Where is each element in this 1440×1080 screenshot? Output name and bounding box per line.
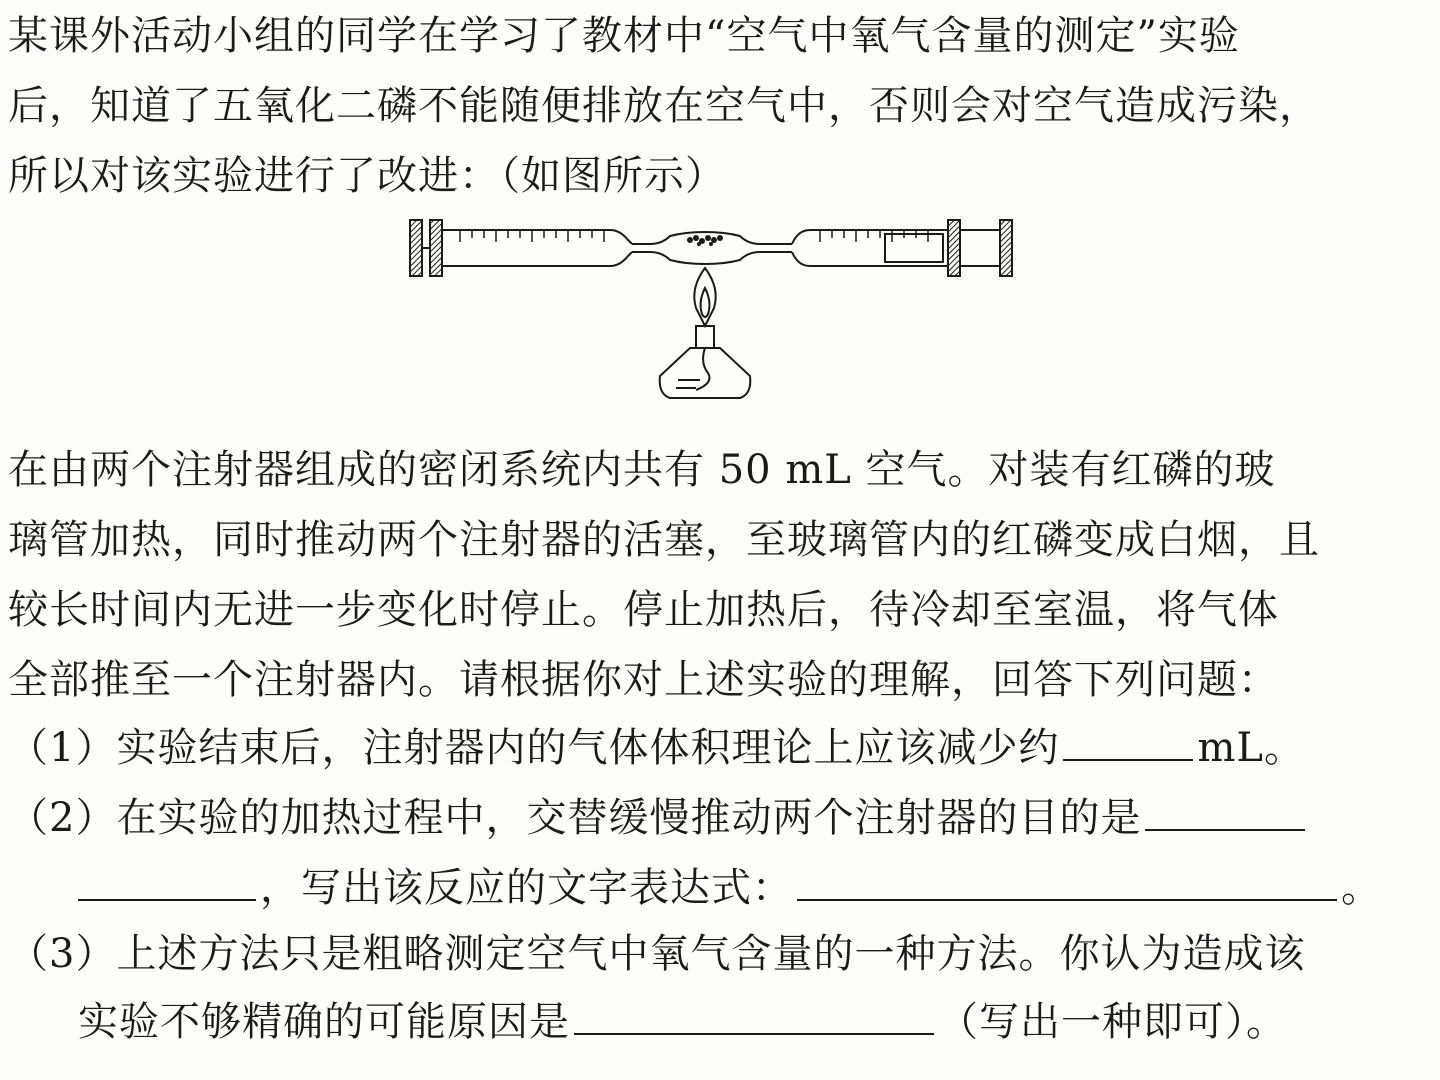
alcohol-lamp-icon <box>660 326 751 398</box>
body-line-4: 全部推至一个注射器内。请根据你对上述实验的理解，回答下列问题： <box>8 657 1279 703</box>
left-syringe-icon <box>410 220 632 276</box>
question-2-text: （2）在实验的加热过程中，交替缓慢推动两个注射器的目的是 <box>8 795 1142 841</box>
intro-line-2: 后，知道了五氧化二磷不能随便排放在空气中，否则会对空气造成污染， <box>8 83 1320 129</box>
question-2-mid-text: ，写出该反应的文字表达式： <box>260 865 793 911</box>
intro-line-1: 某课外活动小组的同学在学习了教材中“空气中氧气含量的测定”实验 <box>8 13 1240 59</box>
question-3-reason-blank[interactable] <box>574 999 934 1035</box>
right-syringe-icon <box>792 220 1012 276</box>
question-2-equation-blank[interactable] <box>797 865 1337 901</box>
body-line-2: 璃管加热，同时推动两个注射器的活塞，至玻璃管内的红磷变成白烟，且 <box>8 517 1320 563</box>
body-line-3: 较长时间内无进一步变化时停止。停止加热后，待冷却至室温，将气体 <box>8 587 1279 633</box>
question-2-end: 。 <box>1341 865 1382 911</box>
question-1-unit: mL。 <box>1197 725 1305 771</box>
question-3-line2-text: 实验不够精确的可能原因是 <box>78 999 570 1045</box>
question-1-answer-blank[interactable] <box>1063 725 1193 761</box>
body-line-1: 在由两个注射器组成的密闭系统内共有 50 mL 空气。对装有红磷的玻 <box>8 447 1276 493</box>
question-2 <box>8 792 1309 844</box>
intro-line-3: 所以对该实验进行了改进：（如图所示） <box>8 153 726 199</box>
question-2-continued <box>78 862 1382 914</box>
question-2-purpose-blank-part1[interactable] <box>1145 795 1305 831</box>
flame-icon <box>694 268 715 326</box>
question-3-suffix: （写出一种即可）。 <box>938 999 1287 1045</box>
question-1 <box>8 722 1305 774</box>
question-3-continued <box>78 996 1287 1048</box>
question-2-purpose-blank-part2[interactable] <box>78 865 256 901</box>
question-3: （3）上述方法只是粗略测定空气中氧气含量的一种方法。你认为造成该 <box>8 931 1306 977</box>
apparatus-figure <box>400 208 1030 412</box>
question-1-text: （1）实验结束后，注射器内的气体体积理论上应该减少约 <box>8 725 1060 771</box>
glass-tube-icon <box>632 232 792 264</box>
